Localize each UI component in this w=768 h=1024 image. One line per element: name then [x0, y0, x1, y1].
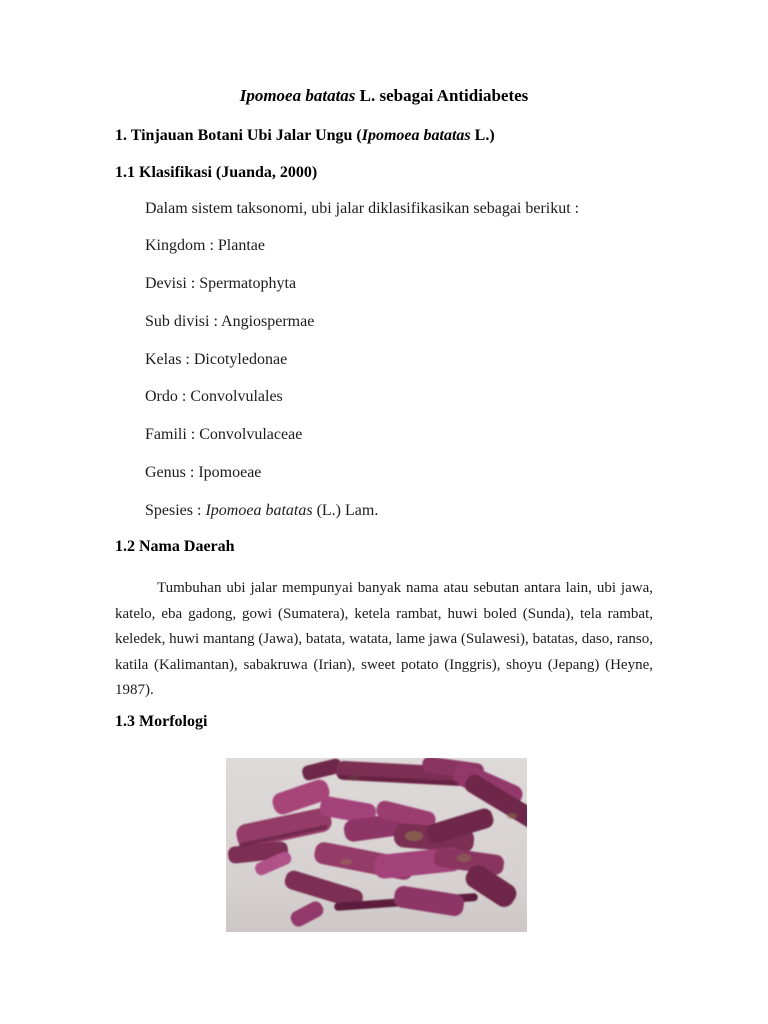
morfologi-figure: [226, 758, 527, 932]
section-1-2-heading: 1.2 Nama Daerah: [115, 538, 235, 555]
title-latin-name: Ipomoea batatas: [239, 86, 356, 105]
taxonomy-item-kelas: Kelas : Dicotyledonae: [145, 351, 288, 368]
taxonomy-item-genus: Genus : Ipomoeae: [145, 464, 262, 481]
section-1-heading-pre: 1. Tinjauan Botani Ubi Jalar Ungu (: [115, 127, 362, 144]
section-1-1-heading: 1.1 Klasifikasi (Juanda, 2000): [115, 164, 318, 181]
title-rest: L. sebagai Antidiabetes: [355, 86, 529, 105]
taxonomy-item-famili: Famili : Convolvulaceae: [145, 426, 303, 443]
taxonomy-item-kingdom: Kingdom : Plantae: [145, 237, 265, 254]
classification-intro: Dalam sistem taksonomi, ubi jalar diklasifikasikan sebagai berikut :: [145, 200, 580, 217]
taxonomy-list: [145, 237, 565, 537]
species-latin-name: Ipomoea batatas: [205, 502, 313, 519]
document-title: [0, 86, 768, 106]
species-post: (L.) Lam.: [312, 502, 379, 519]
species-pre: Spesies :: [145, 502, 206, 519]
nama-daerah-paragraph: Tumbuhan ubi jalar mempunyai banyak nama atau sebutan antara lain, ubi jawa, katelo, eba gadong, gowi (Sumatera), ketela rambat, huwi boled (Sunda), tela rambat, keledek, huwi mantang (Jawa), batata, watata, lame jawa (Sulawesi), batatas, daso, ranso, katila (Kalimantan), sabakruwa (Irian), sweet potato (Inggris), shoyu (Jepang) (Heyne, 1987).: [115, 580, 653, 699]
taxonomy-item-spesies: [145, 502, 378, 520]
taxonomy-item-subdivisi: Sub divisi : Angiospermae: [145, 313, 315, 330]
section-1-heading-post: L.): [470, 127, 495, 144]
section-1-latin-name: Ipomoea batatas: [361, 127, 471, 144]
section-1-heading: [115, 127, 495, 145]
section-1-3-heading: 1.3 Morfologi: [115, 713, 208, 730]
sweet-potato-photo: [226, 758, 527, 932]
taxonomy-item-ordo: Ordo : Convolvulales: [145, 388, 283, 405]
taxonomy-item-devisi: Devisi : Spermatophyta: [145, 275, 297, 292]
